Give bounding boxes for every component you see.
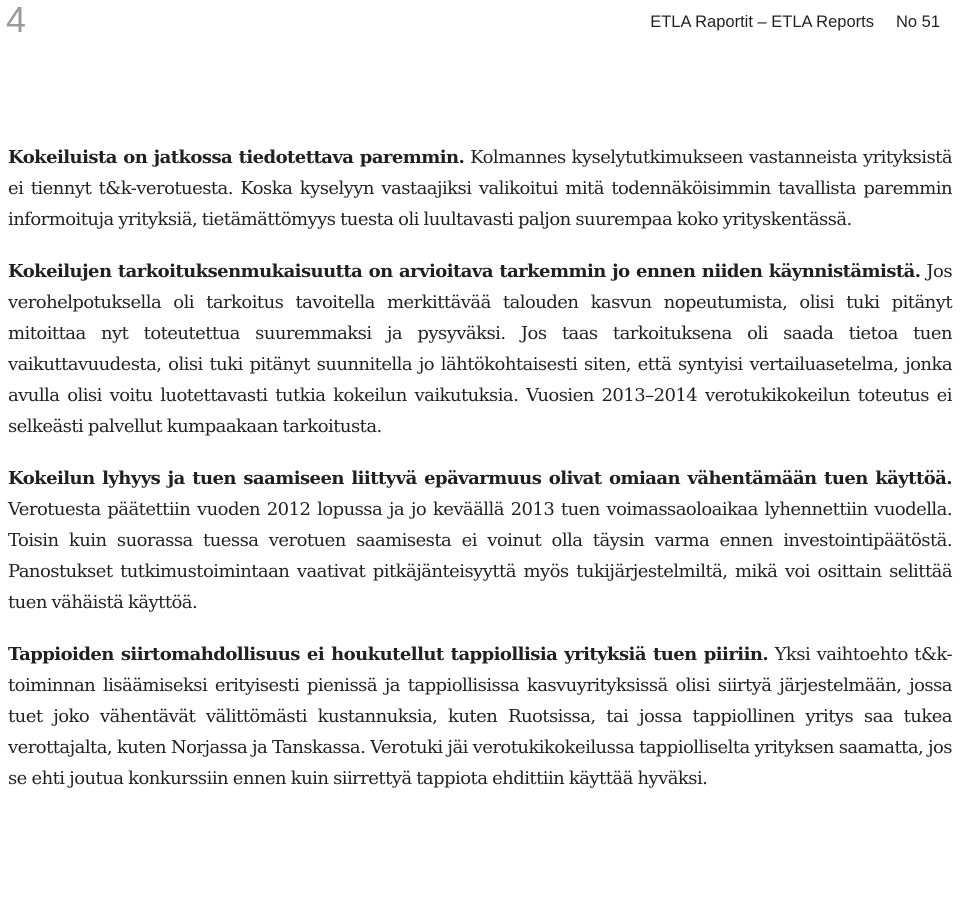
body-text (8, 142, 952, 815)
page-number: 4 (6, 0, 27, 40)
running-header (650, 12, 940, 32)
paragraph-lead: Kokeilun lyhyys ja tuen saamiseen liittyvä epävarmuus olivat omiaan vähentämään tuen käyttöä. (8, 468, 952, 489)
paragraph-text: Jos verohelpotuksella oli tarkoitus tavoitella merkittävää talouden kasvun nopeutumista, olisi tuki pitänyt mitoittaa nyt toteutettua suuremmaksi ja pysyväksi. Jos taas tarkoituksena oli saada tietoa tuen vaikuttavuudesta, olisi tuki pitänyt suunnitella jo lähtökohtaisesti siten, että syntyisi vertailuasetelma, jonka avulla olisi voitu luotettavasti tutkia kokeilun vaikutuksia. Vuosien 2013–2014 verotukikokeilun toteutus ei selkeästi palvellut kumpaakaan tarkoitusta. (8, 261, 953, 437)
paragraph-text: Kolmannes kyselytutkimukseen vastanneista yrityksistä ei tiennyt t&k-verotuesta. Koska kyselyyn vastaajiksi valikoitui mitä todennäköisimmin tavallista paremmin informoituja yrityksiä, tietämättömyys tuesta oli luultavasti paljon suurempaa koko yrityskentässä. (8, 147, 952, 230)
paragraph-text: Verotuesta päätettiin vuoden 2012 lopussa ja jo keväällä 2013 tuen voimassaoloaikaa lyhennettiin vuodella. Toisin kuin suorassa tuessa verotuen saamisesta ei voinut olla täysin varma ennen investointipäätöstä. Panostukset tutkimustoimintaan vaativat pitkäjänteisyyttä myös tukijärjestelmiltä, mikä voi osittain selittää tuen vähäistä käyttöä. (8, 499, 952, 613)
paragraph-purpose (8, 256, 952, 442)
paragraph-lead: Kokeilujen tarkoituksenmukaisuutta on arvioitava tarkemmin jo ennen niiden käynnistämistä. (8, 261, 921, 282)
paragraph-lead: Tappioiden siirtomahdollisuus ei houkutellut tappiollisia yrityksiä tuen piiriin. (8, 644, 769, 665)
paragraph-lead: Kokeiluista on jatkossa tiedotettava paremmin. (8, 147, 465, 168)
publication-title: ETLA Raportit – ETLA Reports (650, 13, 874, 31)
paragraph-text: Yksi vaihtoehto t&k-toiminnan lisäämiseksi erityisesti pienissä ja tappiollisissa kasvuyrityksissä olisi siirtyä järjestelmään, jossa tuet joko vähentävät välittömästi kustannuksia, kuten Ruotsissa, tai jossa tappiollinen yritys saa tukea verottajalta, kuten Norjassa ja Tanskassa. Verotuki jäi verotukikokeilussa tappiolliselta yrityksen saamatta, jos se ehti joutua konkurssiin ennen kuin siirrettyä tappiota ehdittiin käyttää hyväksi. (8, 644, 952, 789)
paragraph-losses (8, 639, 952, 794)
issue-number: No 51 (895, 13, 940, 31)
paragraph-information (8, 142, 952, 235)
paragraph-duration (8, 463, 952, 618)
